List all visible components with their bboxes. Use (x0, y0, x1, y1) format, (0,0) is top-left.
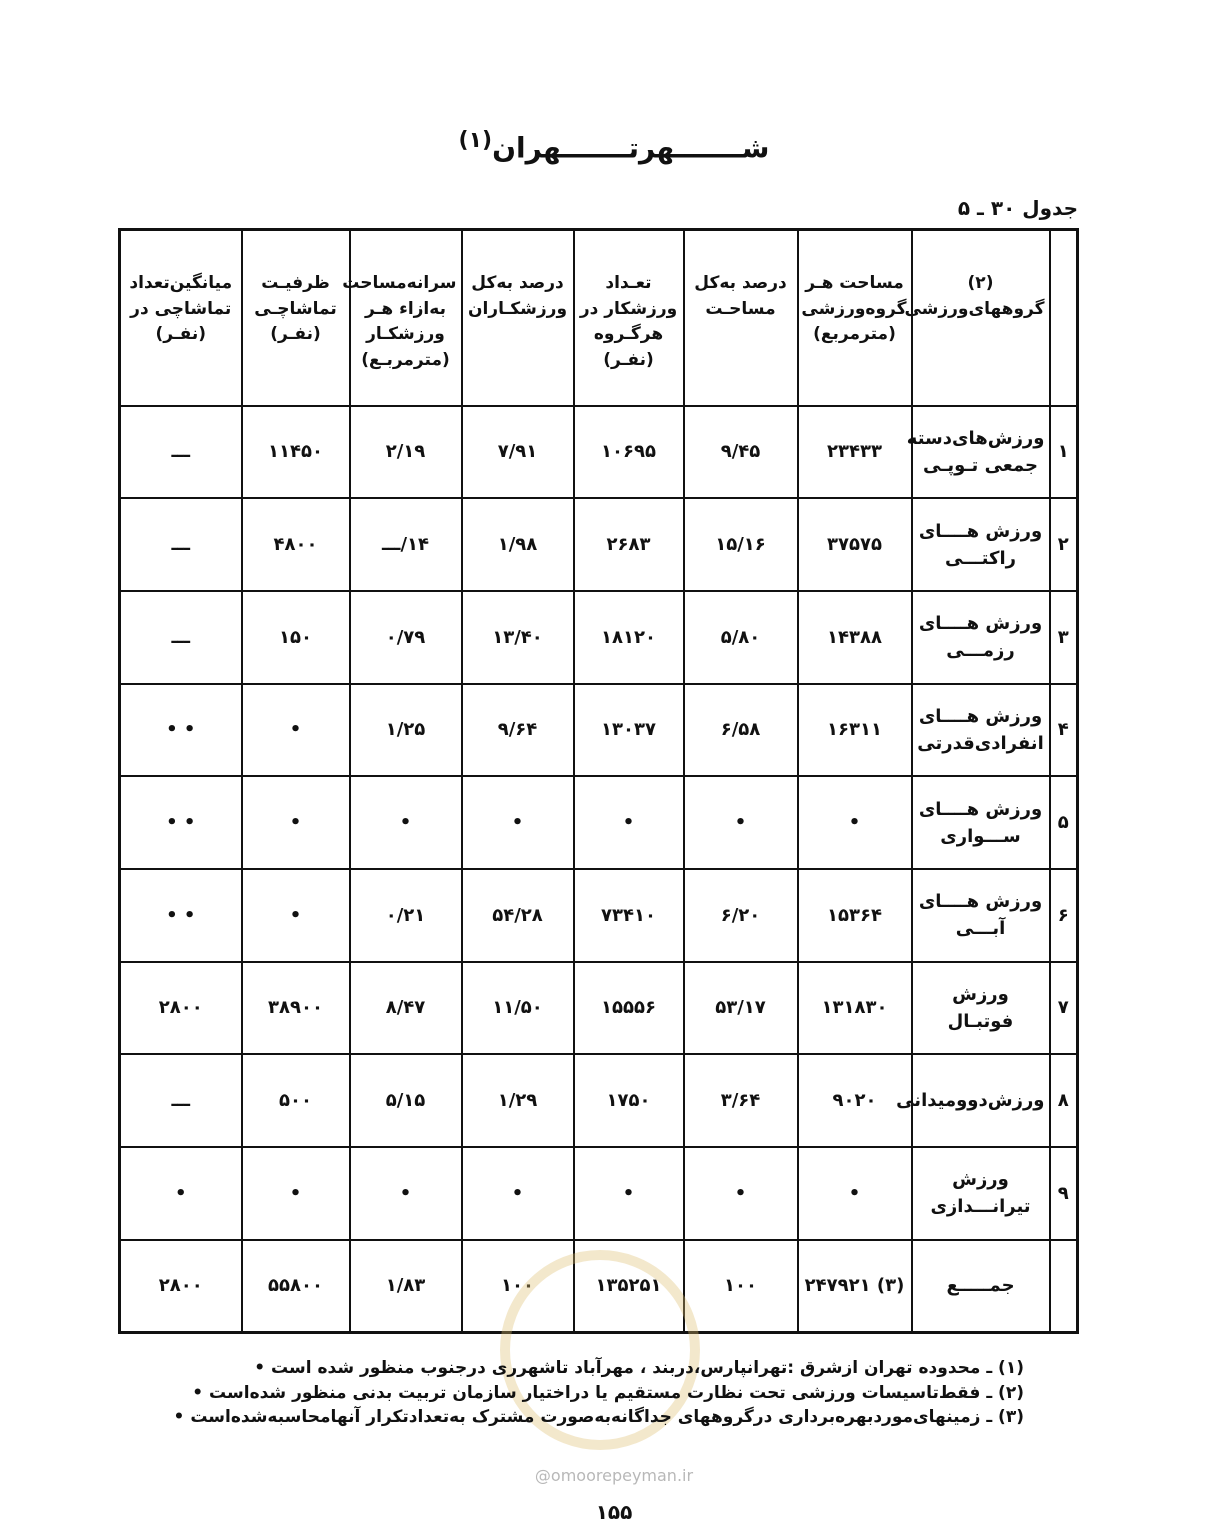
column-header (1050, 230, 1078, 406)
group-name: ورزش هــــای آبـــی (912, 869, 1050, 962)
area-value: ۹۰۲۰ (798, 1054, 912, 1147)
footnote: (۲) ـ فقط‌تاسیسات ورزشی تحت نظارت مستقیم یا دراختیار سازمان تربیت بدنی منظور شده‌است • (192, 1382, 1024, 1403)
spectator-capacity: ۵۵۸۰۰ (242, 1240, 350, 1333)
table-row (120, 684, 1078, 777)
page-number: ۱۵۵ (595, 1500, 633, 1524)
row-index: ۴ (1050, 684, 1078, 777)
area-percent: • (684, 776, 798, 869)
per-capita-area: ۵/۱۵ (350, 1054, 462, 1147)
per-capita-area: ۱۴/ـــ (350, 498, 462, 591)
group-name: جمـــــع (912, 1240, 1050, 1333)
table-row (120, 498, 1078, 591)
watermark-url: @omoorepeyman.ir (534, 1466, 694, 1485)
average-spectators: ـــ (120, 498, 242, 591)
sports-table (118, 228, 1079, 1334)
athletes-percent: ۵۴/۲۸ (462, 869, 574, 962)
footnotes (124, 1356, 1024, 1430)
area-percent: ۶/۲۰ (684, 869, 798, 962)
spectator-capacity: ۵۰۰ (242, 1054, 350, 1147)
per-capita-area: ۸/۴۷ (350, 962, 462, 1055)
table-row (120, 962, 1078, 1055)
per-capita-area: ۱/۲۵ (350, 684, 462, 777)
row-index (1050, 1240, 1078, 1333)
athletes-count: ۱۵۵۵۶ (574, 962, 684, 1055)
area-percent: ۳/۶۴ (684, 1054, 798, 1147)
athletes-count: ۱۷۵۰ (574, 1054, 684, 1147)
athletes-percent: ۱۱/۵۰ (462, 962, 574, 1055)
spectator-capacity: ۱۵۰ (242, 591, 350, 684)
average-spectators: ۲۸۰۰ (120, 1240, 242, 1333)
spectator-capacity: • (242, 776, 350, 869)
per-capita-area: ۱/۸۳ (350, 1240, 462, 1333)
spectator-capacity: • (242, 684, 350, 777)
column-header: ظرفیـت تماشاچـی (نفـر) (242, 230, 350, 406)
average-spectators: • (120, 1147, 242, 1240)
athletes-percent: • (462, 776, 574, 869)
area-percent: ۱۰۰ (684, 1240, 798, 1333)
page-title: شـــــــهرتـــــــهران$^{(۱)}$ (458, 128, 770, 165)
per-capita-area: ۰/۷۹ (350, 591, 462, 684)
column-header: درصد به‌کل ورزشکـاران (462, 230, 574, 406)
table-row (120, 1054, 1078, 1147)
area-value: ۱۵۳۶۴ (798, 869, 912, 962)
footnote: (۳) ـ زمینهای‌موردبهره‌برداری درگروههای جداگانه‌به‌صورت مشترک به‌تعدادتکرار آنهامحاسبه‌شده‌است • (173, 1407, 1024, 1428)
spectator-capacity: • (242, 1147, 350, 1240)
group-name: ورزش‌دوومیدانی (912, 1054, 1050, 1147)
athletes-count: ۷۳۴۱۰ (574, 869, 684, 962)
area-percent: ۶/۵۸ (684, 684, 798, 777)
row-index: ۲ (1050, 498, 1078, 591)
area-percent: ۹/۴۵ (684, 406, 798, 499)
group-name: ورزش هــــای راکتـــی (912, 498, 1050, 591)
athletes-count: ۱۳۵۲۵۱ (574, 1240, 684, 1333)
area-percent: • (684, 1147, 798, 1240)
area-value: ۱۴۳۸۸ (798, 591, 912, 684)
average-spectators: • • (120, 869, 242, 962)
column-header: مساحت هـر گروه‌ورزشی (مترمربع) (798, 230, 912, 406)
row-index: ۸ (1050, 1054, 1078, 1147)
area-value: ۱۳۱۸۳۰ (798, 962, 912, 1055)
athletes-percent: ۹/۶۴ (462, 684, 574, 777)
footnote: (۱) ـ محدوده تهران ازشرق :تهرانپارس،دربند ، مهرآباد تاشهرری درجنوب منظور شده است • (254, 1358, 1024, 1378)
spectator-capacity: • (242, 869, 350, 962)
column-header: (۲) گروههای‌ورزشی (912, 230, 1050, 406)
row-index: ۳ (1050, 591, 1078, 684)
per-capita-area: • (350, 776, 462, 869)
group-name: ورزش فوتبـال (912, 962, 1050, 1055)
athletes-percent: ۱/۹۸ (462, 498, 574, 591)
table-row (120, 406, 1078, 499)
row-index: ۷ (1050, 962, 1078, 1055)
row-index: ۶ (1050, 869, 1078, 962)
area-value: • (798, 776, 912, 869)
area-percent: ۵/۸۰ (684, 591, 798, 684)
athletes-percent: ۱۰۰ (462, 1240, 574, 1333)
area-value: (۳) ۲۴۷۹۲۱ (798, 1240, 912, 1333)
row-index: ۱ (1050, 406, 1078, 499)
column-header: تعـداد ورزشکار در هرگـروه (نفـر) (574, 230, 684, 406)
header-row (120, 230, 1078, 406)
athletes-percent: ۱۳/۴۰ (462, 591, 574, 684)
group-name: ورزش تیرانـــدازی (912, 1147, 1050, 1240)
athletes-percent: ۱/۲۹ (462, 1054, 574, 1147)
spectator-capacity: ۳۸۹۰۰ (242, 962, 350, 1055)
average-spectators: ـــ (120, 406, 242, 499)
title-footnote-mark: (۱) (458, 128, 493, 153)
athletes-count: ۱۳۰۳۷ (574, 684, 684, 777)
row-index: ۹ (1050, 1147, 1078, 1240)
average-spectators: • • (120, 776, 242, 869)
group-name: ورزش هــــای انفرادی‌قدرتی (912, 684, 1050, 777)
table-number: جدول ۳۰ ـ ۵ (957, 196, 1078, 220)
athletes-percent: ۷/۹۱ (462, 406, 574, 499)
row-index: ۵ (1050, 776, 1078, 869)
column-header: سرانه‌مساحت به‌ازاء هـر ورزشکـار (مترمربـع) (350, 230, 462, 406)
area-value: ۳۷۵۷۵ (798, 498, 912, 591)
average-spectators: • • (120, 684, 242, 777)
column-header: درصد به‌کل مساحـت (684, 230, 798, 406)
group-name: ورزش‌های‌دسته جمعی تـوپـی (912, 406, 1050, 499)
area-value: ۲۳۴۳۳ (798, 406, 912, 499)
spectator-capacity: ۱۱۴۵۰ (242, 406, 350, 499)
average-spectators: ـــ (120, 1054, 242, 1147)
athletes-count: ۱۰۶۹۵ (574, 406, 684, 499)
average-spectators: ـــ (120, 591, 242, 684)
area-value: ۱۶۳۱۱ (798, 684, 912, 777)
table-row (120, 776, 1078, 869)
average-spectators: ۲۸۰۰ (120, 962, 242, 1055)
area-value: • (798, 1147, 912, 1240)
per-capita-area: ۰/۲۱ (350, 869, 462, 962)
spectator-capacity: ۴۸۰۰ (242, 498, 350, 591)
area-percent: ۱۵/۱۶ (684, 498, 798, 591)
athletes-count: ۲۶۸۳ (574, 498, 684, 591)
table-row (120, 869, 1078, 962)
group-name: ورزش هــــای ســـواری (912, 776, 1050, 869)
per-capita-area: ۲/۱۹ (350, 406, 462, 499)
column-header: میانگین‌تعداد تماشاچی در (نفـر) (120, 230, 242, 406)
per-capita-area: • (350, 1147, 462, 1240)
athletes-count: ۱۸۱۲۰ (574, 591, 684, 684)
table-row (120, 591, 1078, 684)
athletes-percent: • (462, 1147, 574, 1240)
athletes-count: • (574, 776, 684, 869)
group-name: ورزش هــــای رزمـــی (912, 591, 1050, 684)
athletes-count: • (574, 1147, 684, 1240)
area-percent: ۵۳/۱۷ (684, 962, 798, 1055)
table-row (120, 1147, 1078, 1240)
